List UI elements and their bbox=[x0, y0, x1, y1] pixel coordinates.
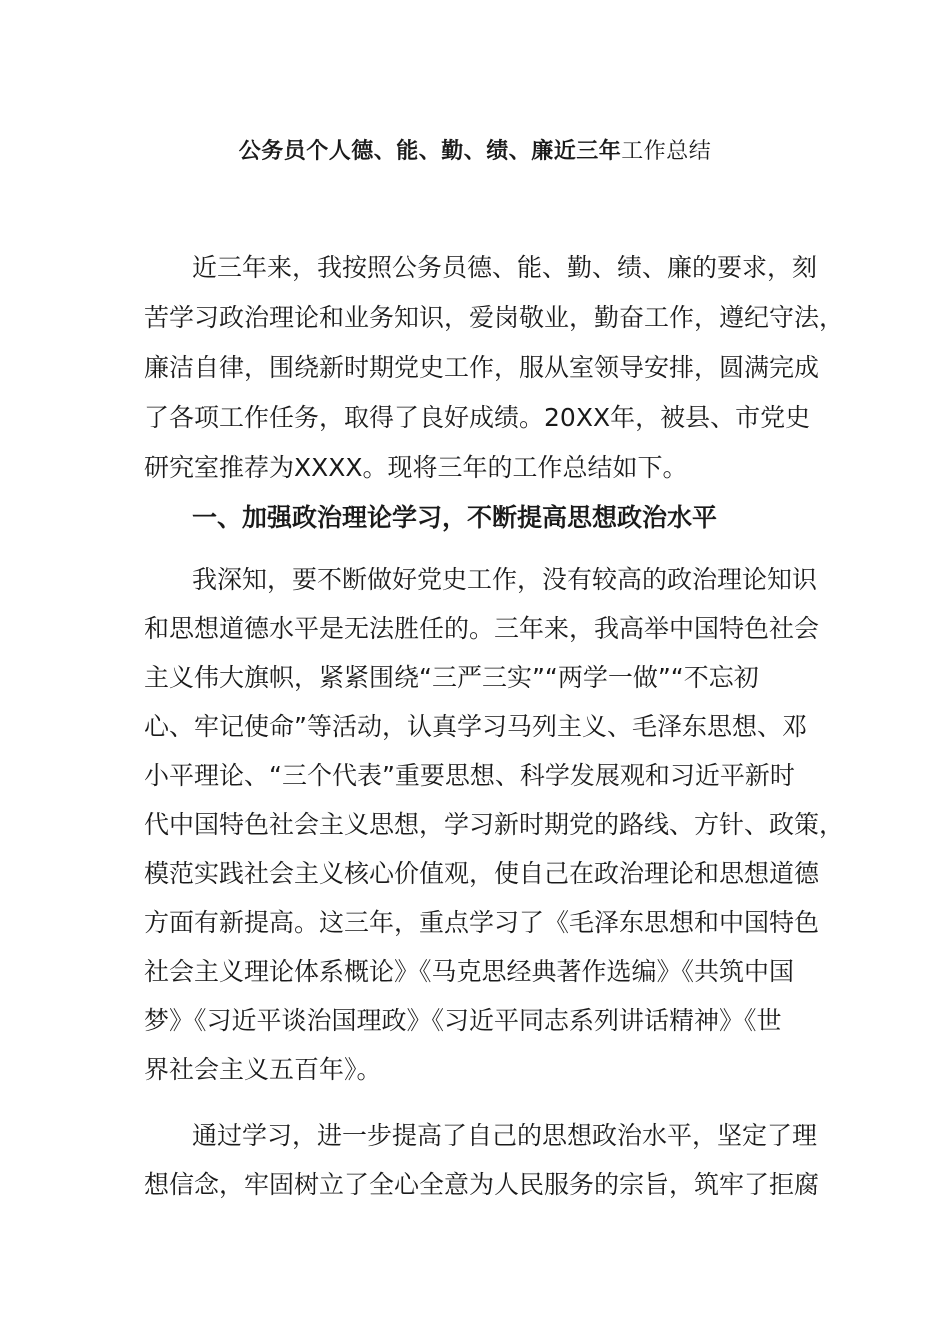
paragraph-2-line-4: 心、牢记使命”等活动，认真学习马列主义、毛泽东思想、邓 bbox=[144, 712, 807, 741]
paragraph-2-line-11: 界社会主义五百年》。 bbox=[144, 1055, 382, 1084]
document-title bbox=[0, 136, 950, 168]
paragraph-2-line-2: 和思想道德水平是无法胜任的。三年来，我高举中国特色社会 bbox=[144, 614, 820, 643]
paragraph-1-line-4: 了各项工作任务，取得了良好成绩。20XX年，被县、市党史 bbox=[144, 403, 811, 432]
paragraph-2-line-8: 方面有新提高。这三年，重点学习了《毛泽东思想和中国特色 bbox=[144, 908, 820, 937]
section-heading-1: 一、加强政治理论学习，不断提高思想政治水平 bbox=[192, 503, 718, 532]
paragraph-3-line-1: 通过学习，进一步提高了自己的思想政治水平，坚定了理 bbox=[192, 1121, 818, 1150]
paragraph-2-line-6: 代中国特色社会主义思想，学习新时期党的路线、方针、政策， bbox=[144, 810, 845, 839]
paragraph-1-line-1: 近三年来，我按照公务员德、能、勤、绩、廉的要求，刻 bbox=[192, 253, 818, 282]
paragraph-3-line-2: 想信念，牢固树立了全心全意为人民服务的宗旨，筑牢了拒腐 bbox=[144, 1170, 820, 1199]
paragraph-1-line-2: 苦学习政治理论和业务知识，爱岗敬业，勤奋工作，遵纪守法， bbox=[144, 303, 845, 332]
paragraph-2-line-9: 社会主义理论体系概论》《马克思经典著作选编》《共筑中国 bbox=[144, 957, 795, 986]
title-normal-part: 工作总结 bbox=[621, 139, 712, 164]
paragraph-2-line-3: 主义伟大旗帜，紧紧围绕“三严三实”“两学一做”“不忘初 bbox=[144, 663, 759, 692]
paragraph-1-line-3: 廉洁自律，围绕新时期党史工作，服从室领导安排，圆满完成 bbox=[144, 353, 820, 382]
paragraph-2-line-5: 小平理论、“三个代表”重要思想、科学发展观和习近平新时 bbox=[144, 761, 795, 790]
paragraph-2-line-1: 我深知，要不断做好党史工作，没有较高的政治理论知识 bbox=[192, 565, 818, 594]
title-bold-part: 公务员个人德、能、勤、绩、廉近三年 bbox=[238, 139, 622, 164]
paragraph-2-line-10: 梦》《习近平谈治国理政》《习近平同志系列讲话精神》《世 bbox=[144, 1006, 782, 1035]
paragraph-1-line-5: 研究室推荐为XXXX。现将三年的工作总结如下。 bbox=[144, 453, 688, 482]
paragraph-2-line-7: 模范实践社会主义核心价值观，使自己在政治理论和思想道德 bbox=[144, 859, 820, 888]
